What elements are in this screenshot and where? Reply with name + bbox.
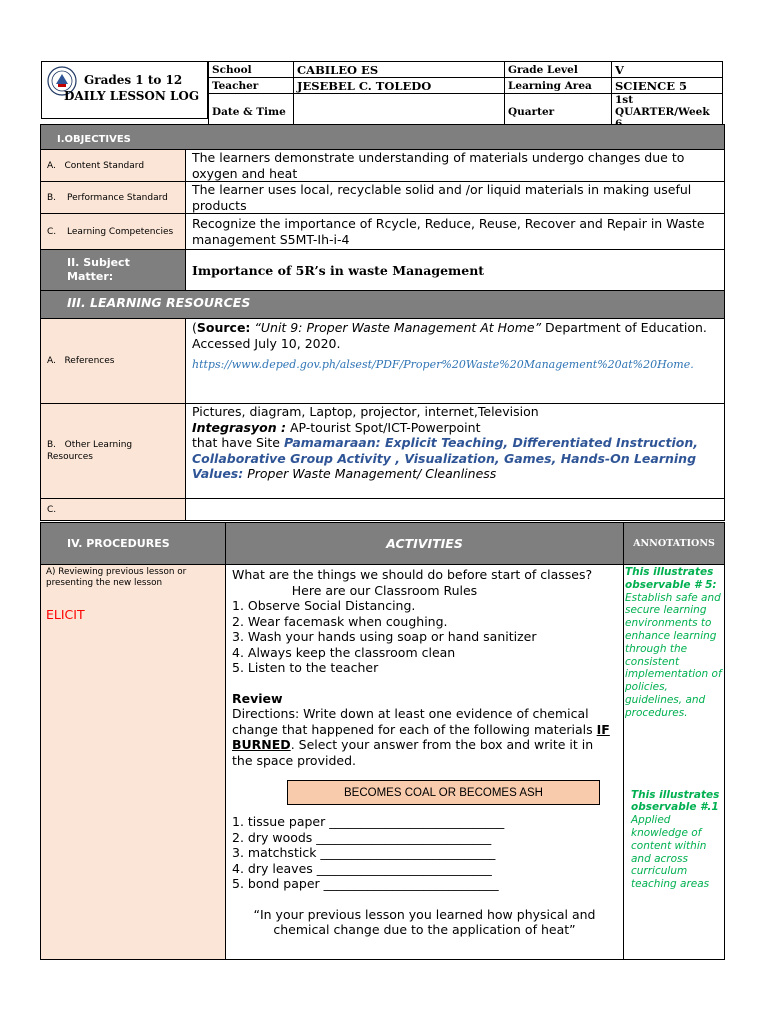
rule-item: 5. Listen to the teacher <box>232 660 379 675</box>
learning-competencies-text: Recognize the importance of Rcycle, Reduce, Reuse, Recover and Repair in Waste management S5MT-Ih-i-4 <box>186 214 725 250</box>
performance-standard-letter: B. <box>47 192 57 203</box>
procedures-table <box>40 522 725 960</box>
learning-resources-heading: III. LEARNING RESOURCES <box>67 295 251 310</box>
content-standard-label: A. Content Standard <box>41 150 186 182</box>
learning-competencies-cell <box>41 214 186 250</box>
other-resources-label: B. Other Learning Resources <box>41 404 186 499</box>
answer-item: 1. tissue paper ____________________________ <box>232 814 505 829</box>
rule-item: 1. Observe Social Distancing. <box>232 598 416 613</box>
resource-c-label: C. <box>41 499 186 521</box>
annotations-cell <box>624 565 725 960</box>
annotation-observable-1: This illustrates observable #.1 Applied knowledge of content within and across curriculum teaching areas <box>631 788 720 891</box>
date-time-label: Date & Time <box>209 94 294 131</box>
teacher-value: JESEBEL C. TOLEDO <box>294 78 505 94</box>
subject-matter-label: II. Subject Matter: <box>41 250 186 291</box>
school-label: School <box>209 62 294 78</box>
references-source: (Source: “Unit 9: Proper Waste Management At Home” Department of Education. Accessed July 10, 2020. <box>192 320 707 351</box>
objectives-heading: I.OBJECTIVES <box>57 134 131 145</box>
references-cell <box>186 319 725 404</box>
references-label: A. References <box>41 319 186 404</box>
source-label: Source: <box>196 320 251 335</box>
performance-standard-text: The learner uses local, recyclable solid and /or liquid materials in making useful products <box>186 182 725 214</box>
source-title: “Unit 9: Proper Waste Management At Home” <box>250 320 542 335</box>
lesson-table <box>40 124 725 521</box>
elicit-label: ELICIT <box>46 607 85 622</box>
header-info-table <box>208 61 723 131</box>
choice-box: BECOMES COAL OR BECOMES ASH <box>287 780 600 805</box>
answer-item: 5. bond paper ____________________________ <box>232 876 499 891</box>
teacher-label: Teacher <box>209 78 294 94</box>
grade-level-value: V <box>612 62 723 78</box>
performance-standard-cell <box>41 182 186 214</box>
answer-item: 2. dry woods ____________________________ <box>232 829 492 845</box>
header-title-line2: DAILY LESSON LOG <box>64 89 200 103</box>
learning-resources-heading-row <box>41 291 725 319</box>
step-a-label: A) Reviewing previous lesson or presenting the new lesson <box>46 567 187 588</box>
other-resources-cell <box>186 404 725 499</box>
school-value: CABILEO ES <box>294 62 505 78</box>
opening-question: What are the things we should do before start of classes? <box>232 567 593 582</box>
annotation-observable-5: This illustrates observable # 5: Establish safe and secure learning environments to enhance learning through the consistent implementation of policies, guidelines, and procedures. <box>625 566 722 719</box>
learning-area-label: Learning Area <box>505 78 612 94</box>
procedures-label: IV. PROCEDURES <box>41 523 226 565</box>
other-resources-line1: Pictures, diagram, Laptop, projector, internet,Television <box>192 404 539 419</box>
objectives-heading-row <box>41 125 725 150</box>
reference-url-link[interactable]: https://www.deped.gov.ph/alsest/PDF/Proper%20Waste%20Management%20at%20Home. <box>192 358 694 371</box>
pamamaraan-line: that have Site Pamamaraan: Explicit Teaching, Differentiated Instruction, Collaborative Group Activity , Visualization, Games, Hands-On Learning <box>192 435 698 466</box>
resource-c-value <box>186 499 725 521</box>
performance-standard-label: Performance Standard <box>67 192 168 203</box>
step-a-cell <box>41 565 226 960</box>
quarter-label: Quarter <box>505 94 612 131</box>
lesson-quote: “In your previous lesson you learned how physical and chemical change due to the application of heat” <box>253 906 596 937</box>
rules-title: Here are our Classroom Rules <box>291 582 478 598</box>
header-title-line1: Grades 1 to 12 <box>84 73 183 87</box>
rule-item: 2. Wear facemask when coughing. <box>232 613 448 629</box>
learning-competencies-letter: C. <box>47 226 57 237</box>
learning-competencies-label: Learning Competencies <box>67 226 174 237</box>
activities-cell <box>226 565 624 960</box>
integrasyon-line: Integrasyon : AP-tourist Spot/ICT-Powerpoint <box>192 419 481 435</box>
subject-matter-text: Importance of 5R’s in waste Management <box>186 250 725 291</box>
quarter-value: 1st QUARTER/Week <box>612 94 723 131</box>
pamamaraan-text: Pamamaraan: Explicit Teaching, Differentiated Instruction, Collaborative Group Activity , Visualization, Games, Hands-On Learning <box>192 435 698 466</box>
if-burned-emphasis: IF BURNED <box>232 721 610 752</box>
rule-item: 3. Wash your hands using soap or hand sanitizer <box>232 629 537 644</box>
source-rest: Department of Education. Accessed July 10, 2020. <box>192 320 707 351</box>
review-title: Review <box>232 690 283 706</box>
review-directions: Directions: Write down at least one evidence of chemical change that happened for each of the following materials IF BURNED. Select your answer from the box and write it in the space provided. <box>232 706 610 768</box>
learning-area-value: SCIENCE 5 <box>612 78 723 94</box>
annotations-heading: ANNOTATIONS <box>624 523 725 565</box>
rule-item: 4. Always keep the classroom clean <box>232 644 456 660</box>
values-line: Values: Proper Waste Management/ Cleanliness <box>192 466 497 481</box>
grade-level-label: Grade Level <box>505 62 612 78</box>
answer-item: 4. dry leaves ____________________________ <box>232 860 492 876</box>
answer-item: 3. matchstick ____________________________ <box>232 845 496 860</box>
activities-heading: ACTIVITIES <box>226 523 624 565</box>
content-standard-text: The learners demonstrate understanding of materials undergo changes due to oxygen and heat <box>186 150 725 182</box>
